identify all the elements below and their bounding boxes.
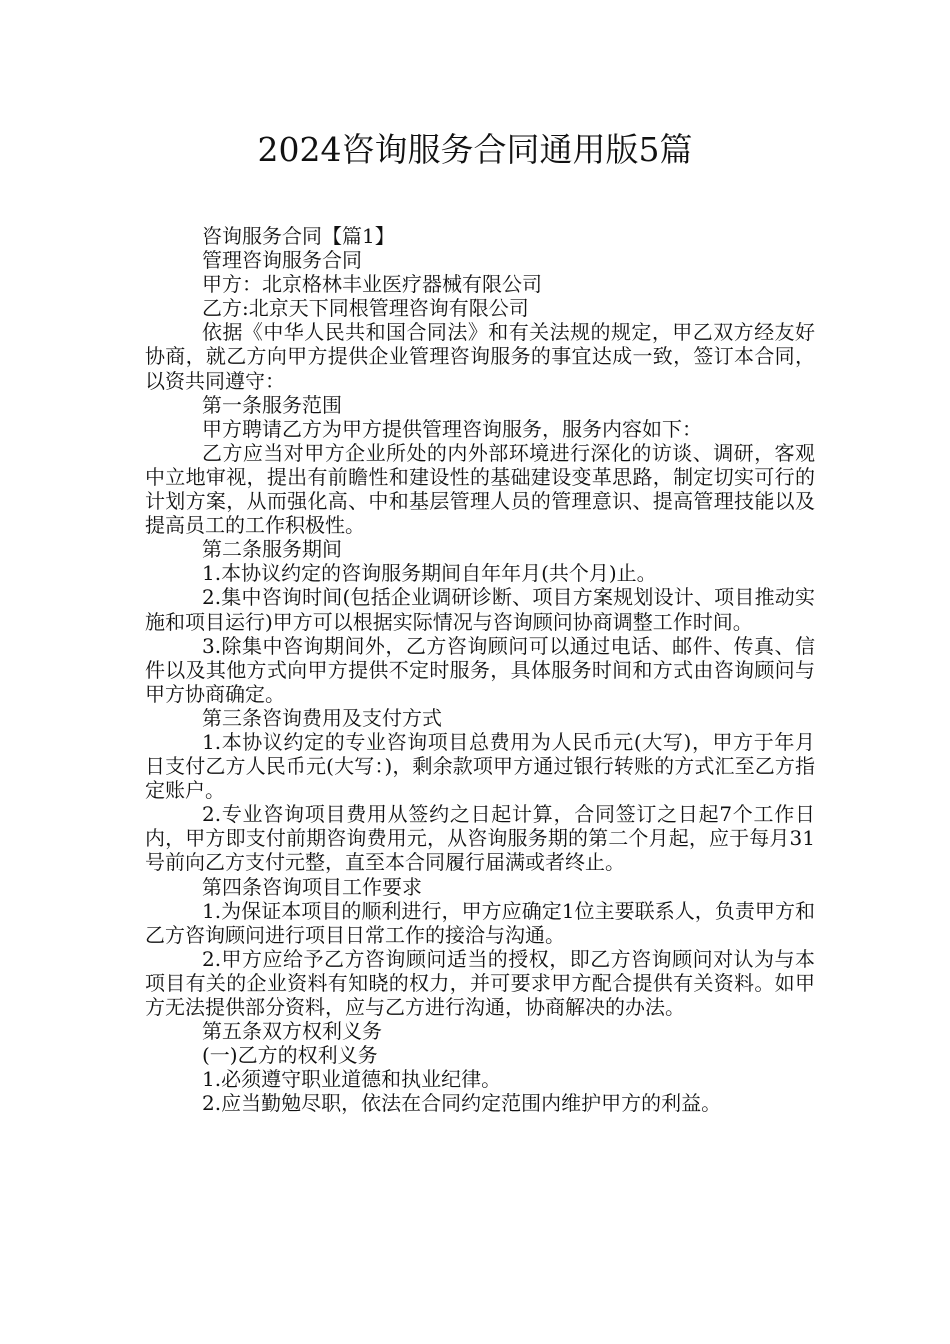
paragraph: 依据《中华人民共和国合同法》和有关法规的规定，甲乙双方经友好协商，就乙方向甲方提供企业管理咨询服务的事宜达成一致，签订本合同，以资共同遵守： <box>145 320 815 393</box>
contract-name: 管理咨询服务合同 <box>202 248 362 273</box>
clause: 2.甲方应给予乙方咨询顾问适当的授权，即乙方咨询顾问对认为与本项目有关的企业资料有知晓的权力，并可要求甲方配合提供有关资料。如甲方无法提供部分资料，应与乙方进行沟通，协商解决的办法。 <box>145 946 815 1019</box>
article-heading: 第二条服务期间 <box>202 537 342 562</box>
clause: 2.应当勤勉尽职，依法在合同约定范围内维护甲方的利益。 <box>202 1091 722 1116</box>
party-a: 甲方：北京格林丰业医疗器械有限公司 <box>202 272 542 297</box>
clause: 3.除集中咨询期间外，乙方咨询顾问可以通过电话、邮件、传真、信件以及其他方式向甲方提供不定时服务，具体服务时间和方式由咨询顾问与甲方协商确定。 <box>145 633 815 706</box>
paragraph: 乙方应当对甲方企业所处的内外部环境进行深化的访谈、调研，客观中立地审视，提出有前瞻性和建设性的基础建设变革思路，制定切实可行的计划方案，从而强化高、中和基层管理人员的管理意识、提高管理技能以及提高员工的工作积极性。 <box>145 440 815 538</box>
article-heading: 第五条双方权利义务 <box>202 1019 382 1044</box>
clause: 2.集中咨询时间(包括企业调研诊断、项目方案规划设计、项目推动实施和项目运行)甲方可以根据实际情况与咨询顾问协商调整工作时间。 <box>145 585 815 634</box>
article-heading: 第三条咨询费用及支付方式 <box>202 705 442 730</box>
clause: 1.本协议约定的专业咨询项目总费用为人民币元(大写)，甲方于年月日支付乙方人民币元(大写：)，剩余款项甲方通过银行转账的方式汇至乙方指定账户。 <box>145 729 815 803</box>
clause: 1.为保证本项目的顺利进行，甲方应确定1位主要联系人，负责甲方和乙方咨询顾问进行项目日常工作的接洽与沟通。 <box>145 898 815 947</box>
article-heading: 第一条服务范围 <box>202 392 342 417</box>
section-heading: 咨询服务合同【篇1】 <box>202 224 395 248</box>
clause: 1.本协议约定的咨询服务期间自年年月(共个月)止。 <box>202 561 657 586</box>
clause: 2.专业咨询项目费用从签约之日起计算，合同签订之日起7个工作日内，甲方即支付前期咨询费用元，从咨询服务期的第二个月起，应于每月31号前向乙方支付元整，直至本合同履行届满或者终止。 <box>145 802 815 875</box>
paragraph: 甲方聘请乙方为甲方提供管理咨询服务，服务内容如下： <box>202 416 702 441</box>
party-b: 乙方:北京天下同根管理咨询有限公司 <box>202 296 529 321</box>
document-body <box>145 224 815 1115</box>
sub-heading: (一)乙方的权利义务 <box>202 1043 378 1068</box>
clause: 1.必须遵守职业道德和执业纪律。 <box>202 1067 502 1092</box>
document-title: 2024咨询服务合同通用版5篇 <box>257 130 693 169</box>
article-heading: 第四条咨询项目工作要求 <box>202 874 422 899</box>
